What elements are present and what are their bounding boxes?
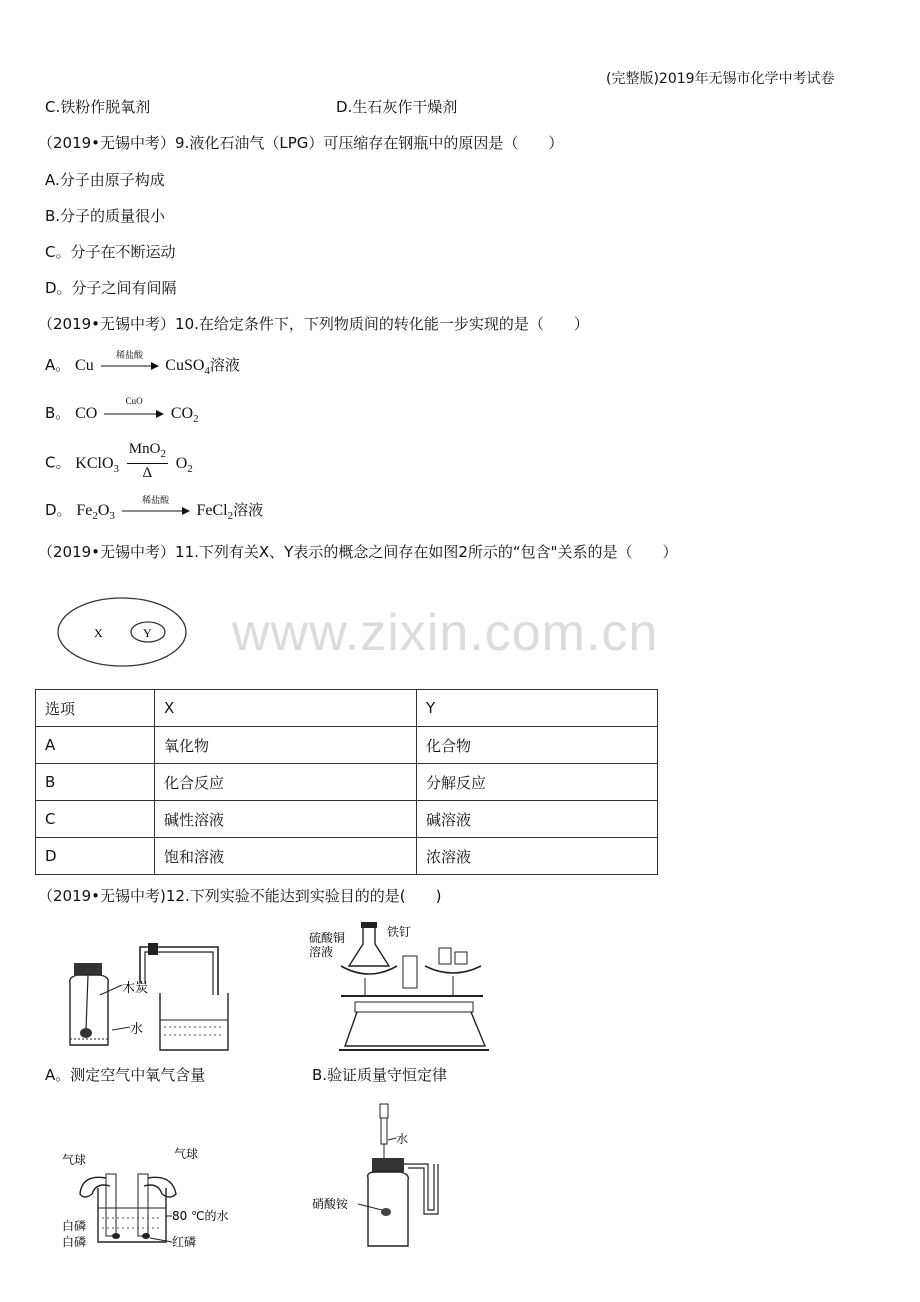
figure-a-caption: A。测定空气中氧气含量 [45,1066,206,1084]
label-carbon: 木炭 [122,981,149,996]
label-nail: 铁钉 [387,925,412,939]
label-solution-2: 溶液 [309,945,334,959]
table-row [36,838,658,875]
q10-option-d [45,494,264,523]
label-water: 水 [130,1022,144,1037]
label-balloon-left: 气球 [62,1153,87,1167]
label-hot-water: 80 ℃的水 [172,1209,229,1223]
product: $CO_2$ [170,405,199,426]
label-white-phosphorus-2: 白磷 [62,1235,87,1249]
figure-c-apparatus [62,1138,247,1250]
q9-option-d: D。分子之间有间隔 [45,279,177,297]
table-cell: B [36,764,155,801]
label-ammonium-nitrate: 硝酸铵 [312,1197,349,1211]
q9-option-b: B.分子的质量很小 [45,207,166,225]
reactant: KClO$_3$ [75,454,119,475]
table-cell: 饱和溶液 [155,838,417,875]
q8-option-d: D.生石灰作干燥剂 [336,98,458,116]
table-header-row [36,690,658,727]
reaction-arrow [122,494,190,518]
reactant: CO [75,405,98,422]
table-cell: 浓溶液 [417,838,658,875]
heat-symbol: Δ [142,465,153,481]
table-row [36,764,658,801]
table-header: 选项 [36,690,155,727]
q8-option-c: C.铁粉作脱氧剂 [45,98,151,116]
inner-label: Y [143,626,152,640]
table-cell: 化合物 [417,727,658,764]
watermark: www.zixin.com.cn [232,604,659,662]
table-header: Y [417,690,658,727]
option-label: A。 [45,356,71,374]
options-table [35,689,658,875]
table-header: X [155,690,417,727]
product: $O_2$ [175,454,193,475]
table-cell: 化合反应 [155,764,417,801]
table-cell: 分解反应 [417,764,658,801]
figure-b-apparatus [305,918,490,1056]
reaction-arrow [101,349,159,373]
q11-stem: （2019•无锡中考）11.下列有关X、Y表示的概念之间存在如图2所示的“包含"关系的是（ ） [38,543,678,561]
reaction-condition-fraction [127,440,168,482]
figure-a-apparatus [60,935,230,1060]
label-solution-1: 硫酸铜 [309,931,346,945]
page-header: (完整版)2019年无锡市化学中考试卷 [606,71,835,87]
q9-option-a: A.分子由原子构成 [45,171,165,189]
figure-b-caption: B.验证质量守恒定律 [312,1066,448,1084]
label-white-phosphorus-1: 白磷 [62,1219,87,1233]
product-suffix: 溶液 [233,501,264,519]
table-cell: 氧化物 [155,727,417,764]
figure-d-apparatus [310,1100,470,1250]
label-red-phosphorus: 红磷 [172,1235,197,1249]
option-label: D。 [45,501,72,519]
table-cell: 碱性溶液 [155,801,417,838]
label-dropper-water: 水 [396,1132,409,1146]
option-label: B。 [45,404,71,422]
catalyst: MnO$_2$ [127,440,168,464]
reaction-condition: CuO [125,395,143,406]
q10-option-b [45,395,199,426]
q10-option-a [45,349,240,378]
table-cell: 碱溶液 [417,801,658,838]
reactant: Cu [75,357,94,374]
reaction-condition: 稀盐酸 [115,349,143,360]
table-cell: C [36,801,155,838]
inclusion-diagram [52,592,192,672]
table-row [36,727,658,764]
reaction-condition: 稀盐酸 [142,494,170,505]
reactant: $Fe_2O_3$ [76,502,115,523]
reaction-arrow [104,395,164,421]
option-label: C。 [45,453,71,472]
product: CuSO$_4$ [165,357,210,378]
q9-stem: （2019•无锡中考）9.液化石油气（LPG）可压缩存在钢瓶中的原因是（ ） [38,134,564,152]
q9-option-c: C。分子在不断运动 [45,243,176,261]
q10-stem: （2019•无锡中考）10.在给定条件下，下列物质间的转化能一步实现的是（ ） [38,315,589,333]
q12-stem: （2019•无锡中考)12.下列实验不能达到实验目的的是( ) [38,887,442,905]
label-balloon-right: 气球 [174,1147,199,1161]
table-row [36,801,658,838]
q10-option-c [45,442,193,484]
table-cell: D [36,838,155,875]
product-suffix: 溶液 [209,356,240,374]
product: FeCl$_2$ [196,502,234,523]
outer-label: X [94,626,103,640]
outer-ellipse [58,598,186,666]
table-cell: A [36,727,155,764]
